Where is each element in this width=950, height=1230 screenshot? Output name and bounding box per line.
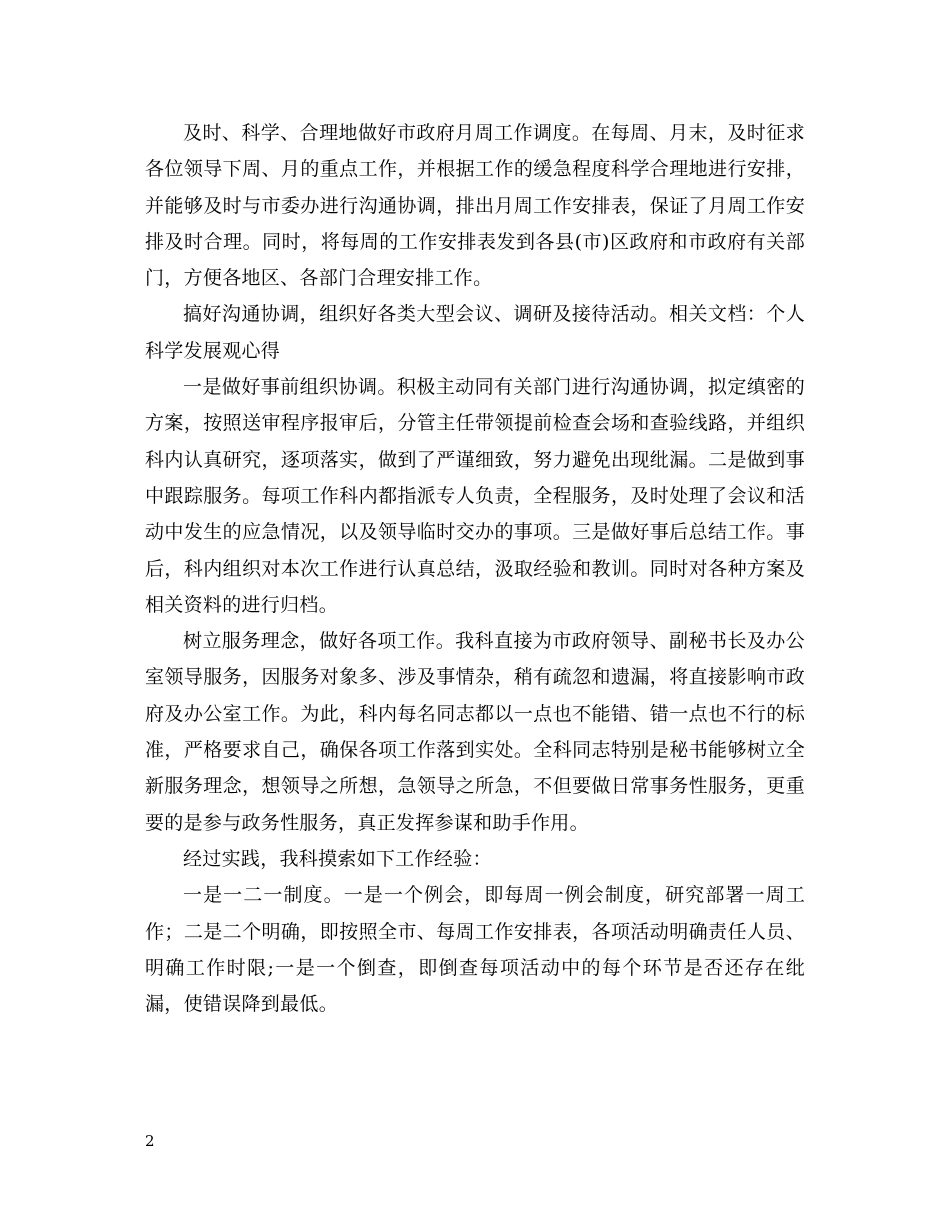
paragraph-service-philosophy: 树立服务理念，做好各项工作。我科直接为市政府领导、副秘书长及办公室领导服务，因服务对象多、涉及事情杂，稍有疏忽和遗漏，将直接影响市政府及办公室工作。为此，科内每名同志都以一点也不能错、错一点也不行的标准，严格要求自己，确保各项工作落到实处。全科同志特别是秘书能够树立全新服务理念，想领导之所想，急领导之所急，不但要做日常事务性服务，更重要的是参与政务性服务，真正发挥参谋和助手作用。 bbox=[145, 630, 805, 834]
paragraph-experience-intro: 经过实践，我科摸索如下工作经验： bbox=[183, 847, 492, 870]
paragraph-pre-event-coordination: 一是做好事前组织协调。积极主动同有关部门进行沟通协调，拟定缜密的方案，按照送审程序报审后，分管主任带领提前检查会场和查验线路，并组织科内认真研究，逐项落实，做到了严谨细致，努力避免出现纰漏。二是做到事中跟踪服务。每项工作科内都指派专人负责，全程服务，及时处理了会议和活动中发生的应急情况，以及领导临时交办的事项。三是做好事后总结工作。事后，科内组织对本次工作进行认真总结，汲取经验和教训。同时对各种方案及相关资料的进行归档。 bbox=[145, 376, 805, 616]
paragraph-schedule-coordination: 及时、科学、合理地做好市政府月周工作调度。在每周、月末，及时征求各位领导下周、月的重点工作，并根据工作的缓急程度科学合理地进行安排，并能够及时与市委办进行沟通协调，排出月周工作安排表，保证了月周工作安排及时合理。同时，将每周的工作安排表发到各县(市)区政府和市政府有关部门，方便各地区、各部门合理安排工作。 bbox=[145, 122, 805, 290]
paragraph-communication-heading: 搞好沟通协调，组织好各类大型会议、调研及接待活动。相关文档：个人科学发展观心得 bbox=[145, 303, 805, 362]
paragraph-121-system: 一是一二一制度。一是一个例会，即每周一例会制度，研究部署一周工作；二是二个明确，即按照全市、每周工作安排表，各项活动明确责任人员、明确工作时限;一是一个倒查，即倒查每项活动中的每个环节是否还存在纰漏，使错误降到最低。 bbox=[145, 884, 805, 1016]
page-number: 2 bbox=[145, 1132, 155, 1150]
document-body bbox=[145, 115, 805, 1022]
